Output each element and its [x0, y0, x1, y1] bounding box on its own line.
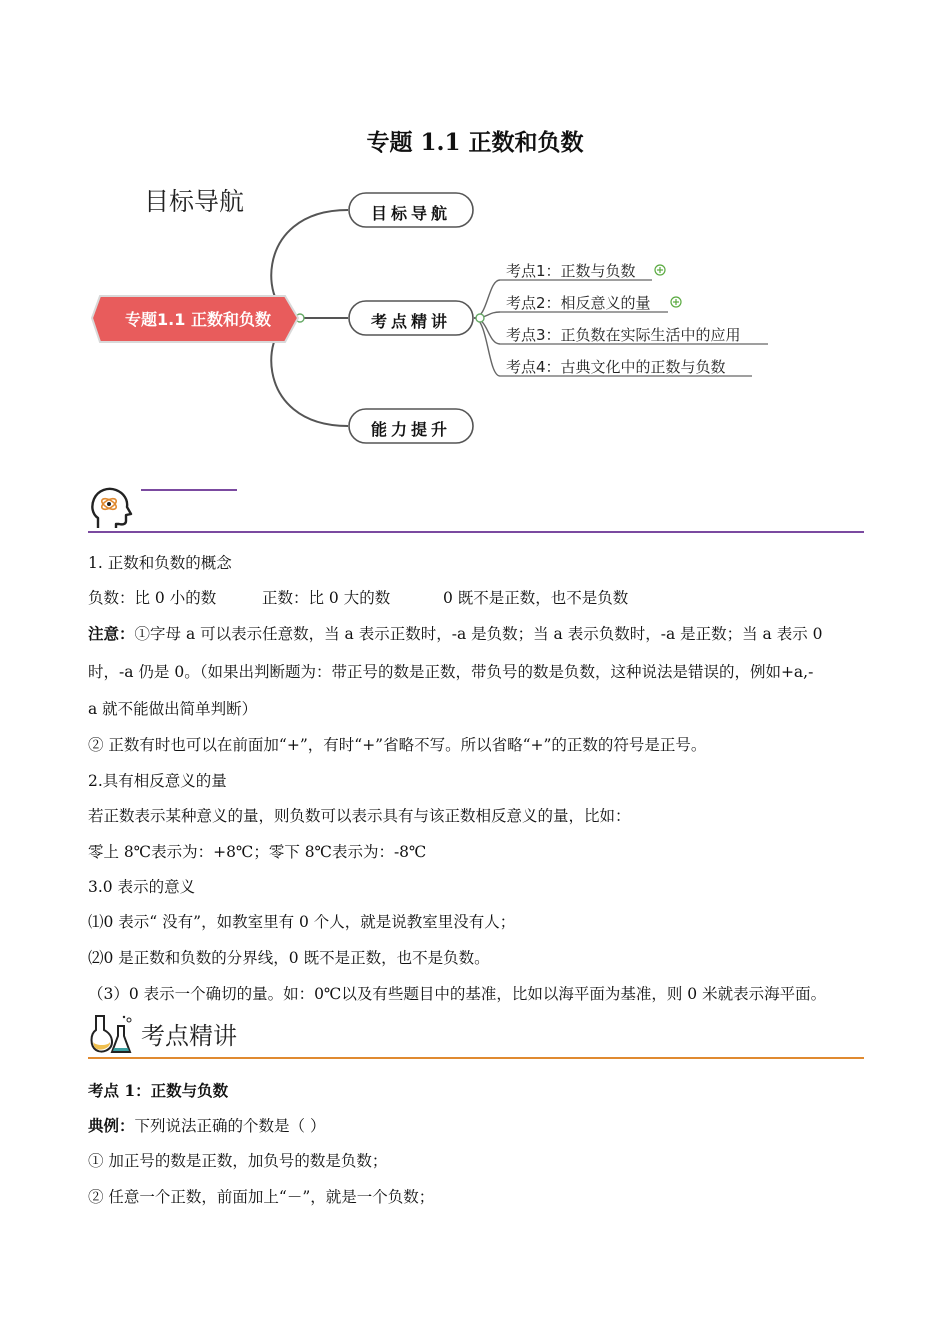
- zero-text-2: ⑵0 是正数和负数的分界线，0 既不是正数，也不是负数。: [88, 949, 490, 967]
- plus-circle-icon[interactable]: [671, 297, 681, 307]
- subitem-1[interactable]: 考点1：正数与负数: [506, 262, 636, 280]
- def-positive: 正数：比 0 大的数: [262, 589, 391, 607]
- def-negative: 负数：比 0 小的数: [88, 589, 217, 607]
- page-title: 专题 1.1 正数和负数: [366, 129, 584, 156]
- mindmap-root-label: 专题1.1 正数和负数: [125, 310, 271, 329]
- subitem-2[interactable]: 考点2：相反意义的量: [506, 294, 651, 312]
- zero-heading: 3.0 表示的意义: [88, 878, 196, 896]
- plus-circle-icon[interactable]: [655, 265, 665, 275]
- example-heading: 考点 1：正数与负数: [88, 1081, 229, 1100]
- branch-key-points-label[interactable]: 考点精讲: [370, 312, 451, 331]
- note-line-3: a 就不能做出简单判断）: [88, 700, 258, 718]
- header-orange-rule: [88, 1057, 864, 1059]
- concept-heading: 1. 正数和负数的概念: [88, 554, 232, 572]
- example-question: 典例：下列说法正确的个数是（ ）: [88, 1116, 326, 1135]
- header-short-rule: [141, 489, 237, 491]
- def-zero: 0 既不是正数，也不是负数: [443, 589, 629, 607]
- lab-flask-icon: [88, 1012, 134, 1058]
- example-item-1: ① 加正号的数是正数，加负号的数是负数；: [88, 1152, 388, 1170]
- subitem-4[interactable]: 考点4：古典文化中的正数与负数: [506, 358, 726, 376]
- branch-goals-label[interactable]: 目标导航: [370, 204, 451, 223]
- brain-head-icon: [88, 484, 134, 532]
- subitem-3[interactable]: 考点3：正负数在实际生活中的应用: [506, 326, 741, 344]
- opposite-text-2: 零上 8℃表示为：+8℃；零下 8℃表示为：-8℃: [88, 843, 427, 861]
- note-line-2: 时，-a 仍是 0。（如果出判断题为：带正号的数是正数，带负号的数是负数，这种说法是错误的，例如+a,-: [88, 663, 814, 681]
- zero-text-3: （3）0 表示一个确切的量。如：0℃以及有些题目中的基准，比如以海平面为基准，则 0 米就表示海平面。: [88, 985, 827, 1003]
- opposite-text-1: 若正数表示某种意义的量，则负数可以表示具有与该正数相反意义的量，比如：: [88, 807, 631, 825]
- example-item-2: ② 任意一个正数，前面加上“－”，就是一个负数；: [88, 1188, 435, 1206]
- branch-ability-label[interactable]: 能力提升: [370, 420, 451, 439]
- opposite-heading: 2.具有相反意义的量: [88, 772, 227, 790]
- note-line-4: ② 正数有时也可以在前面加“+”，有时“+”省略不写。所以省略“+”的正数的符号是正号。: [88, 736, 707, 754]
- header-purple-rule: [88, 531, 864, 533]
- note-line-1: 注意：①字母 a 可以表示任意数，当 a 表示正数时，-a 是负数；当 a 表示负数时，-a 是正数；当 a 表示 0: [88, 624, 823, 643]
- mindmap-overlay-label: 目标导航: [144, 187, 245, 216]
- zero-text-1: ⑴0 表示“ 没有”，如教室里有 0 个人，就是说教室里没有人；: [88, 913, 516, 931]
- section-key-points-title: 考点精讲: [141, 1022, 237, 1050]
